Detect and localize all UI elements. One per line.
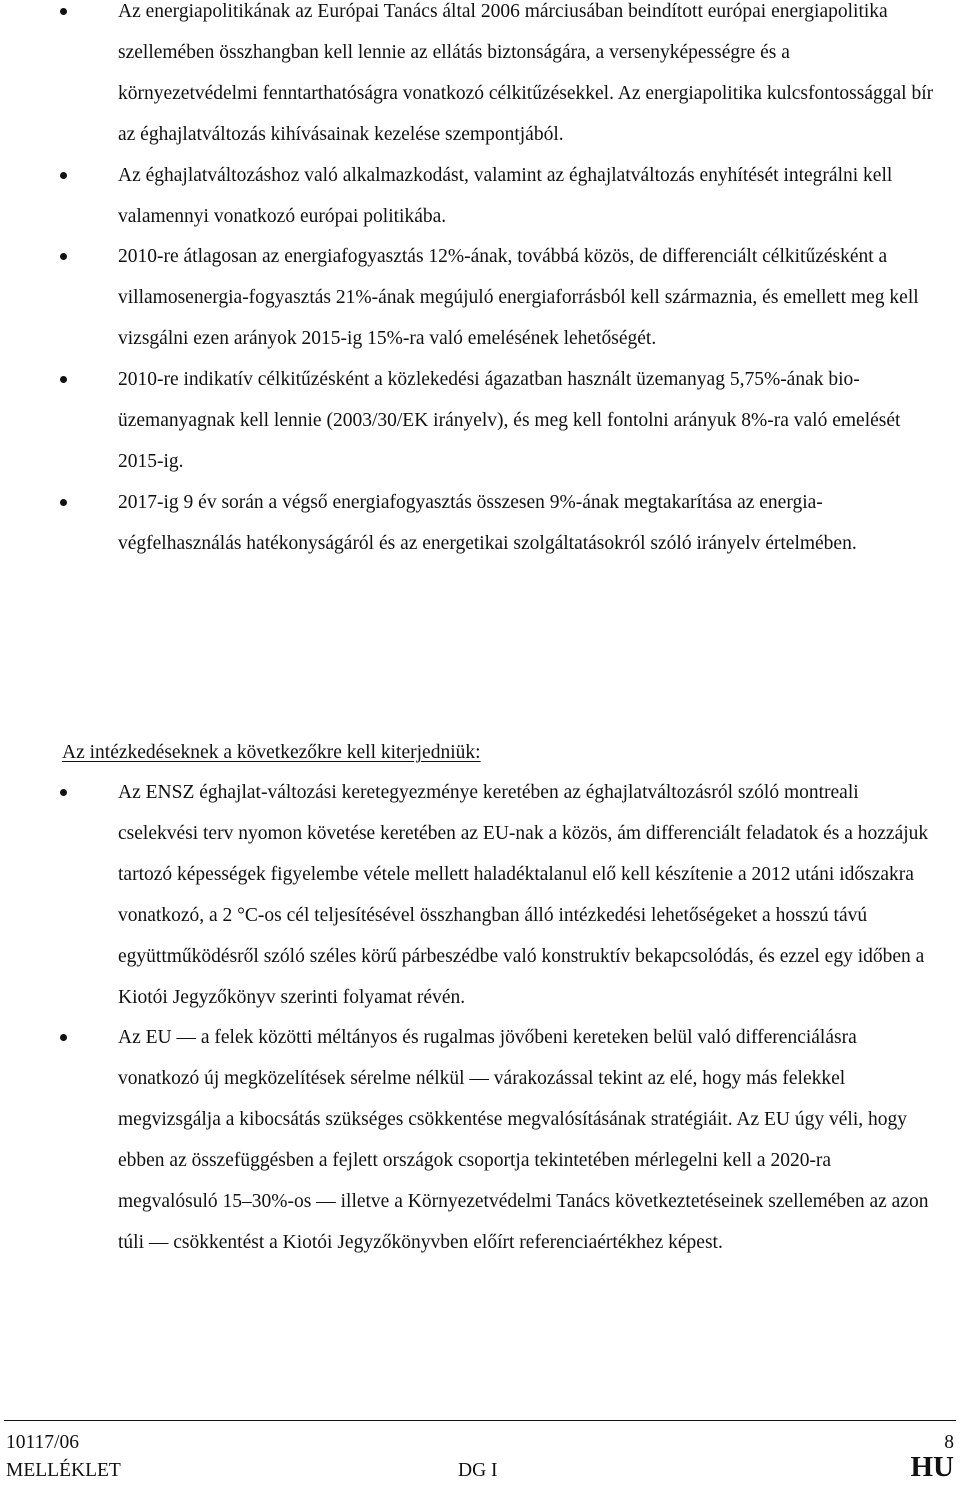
list-item-text: Az ENSZ éghajlat-változási keretegyezménye keretében az éghajlatváltozásról szóló montreali cselekvési terv nyomon követése keretében az EU-nak a közös, ám differenciált feladatok és a hozzájuk tartozó képességek figyelembe vétele mellett haladéktalanul elő kell készítenie a 2012 utáni időszakra vonatkozó, a 2 °C-os cél teljesítésével összhangban álló intézkedési lehetőségeket a hosszú távú együttműködésről szóló széles körű párbeszédbe való konstruktív bekapcsolódás, és ezzel egy időben a Kiotói Jegyzőkönyv szerinti folyamat révén. — [118, 782, 929, 1008]
bullet-icon — [60, 376, 67, 383]
document-number: 10117/06 — [6, 1432, 79, 1453]
requirements-list — [0, 0, 960, 565]
list-item — [0, 156, 960, 238]
bullet-icon — [60, 1034, 67, 1041]
list-item — [0, 360, 960, 483]
list-item-text: Az EU — a felek közötti méltányos és rugalmas jövőbeni kereteken belül való differenciálásra vonatkozó új megközelítések sérelme nélkül — várakozással tekint az elé, hogy más felekkel megvizsgálja a kibocsátás szükséges csökkentése megvalósításának stratégiáit. Az EU úgy véli, hogy ebben az összefüggésben a fejlett országok csoportja tekintetében mérlegelni kell a 2020-ra megvalósuló 15–30%-os — illetve a Környezetvédelmi Tanács következtetéseinek szellemében az azon túli — csökkentést a Kiotói Jegyzőkönyvben előírt referenciaértékhez képest. — [118, 1027, 929, 1253]
list-item-text: 2017-ig 9 év során a végső energiafogyasztás összesen 9%-ának megtakarítása az energia-végfelhasználás hatékonyságáról és az energetikai szolgáltatásokról szóló irányelv értelmében. — [118, 491, 857, 554]
list-item-text: 2010-re indikatív célkitűzésként a közlekedési ágazatban használt üzemanyag 5,75%-ának bio-üzemanyagnak kell lennie (2003/30/EK irányelv), és meg kell fontolni arányuk 8%-ra való emelését 2015-ig. — [118, 369, 901, 472]
list-item — [0, 1018, 960, 1263]
list-item — [0, 0, 960, 156]
bullet-icon — [60, 172, 67, 179]
list-item-text: 2010-re átlagosan az energiafogyasztás 12%-ának, továbbá közös, de differenciált célkitűzésként a villamosenergia-fogyasztás 21%-ának megújuló energiaforrásból kell származnia, és emellett meg kell vizsgálni ezen arányok 2015-ig 15%-ra való emelésének lehetőségét. — [118, 246, 919, 350]
list-item — [0, 483, 960, 565]
footer-divider — [4, 1420, 956, 1421]
bullet-icon — [60, 253, 67, 260]
list-item — [0, 237, 960, 360]
list-item-text: Az energiapolitikának az Európai Tanács által 2006 márciusában beindított európai energiapolitika szellemében összhangban kell lennie az ellátás biztonságára, a versenyképességre és a környezetvédelmi fenntarthatóságra vonatkozó célkitűzésekkel. Az energiapolitika kulcsfontossággal bír az éghajlatváltozás kihívásainak kezelése szempontjából. — [118, 1, 934, 145]
measures-list — [0, 773, 960, 1264]
bullet-icon — [60, 789, 67, 796]
list-item — [0, 773, 960, 1018]
directorate-label: DG I — [458, 1460, 498, 1481]
list-item-text: Az éghajlatváltozáshoz való alkalmazkodást, valamint az éghajlatváltozás enyhítését integrálni kell valamennyi vonatkozó európai politikába. — [118, 164, 893, 227]
annex-label: MELLÉKLET — [6, 1460, 121, 1481]
language-code: HU — [910, 1451, 954, 1483]
page-number: 8 — [944, 1432, 954, 1453]
bullet-icon — [60, 8, 67, 15]
section-heading: Az intézkedéseknek a következőkre kell kiterjedniük: — [62, 742, 481, 763]
bullet-icon — [60, 499, 67, 506]
